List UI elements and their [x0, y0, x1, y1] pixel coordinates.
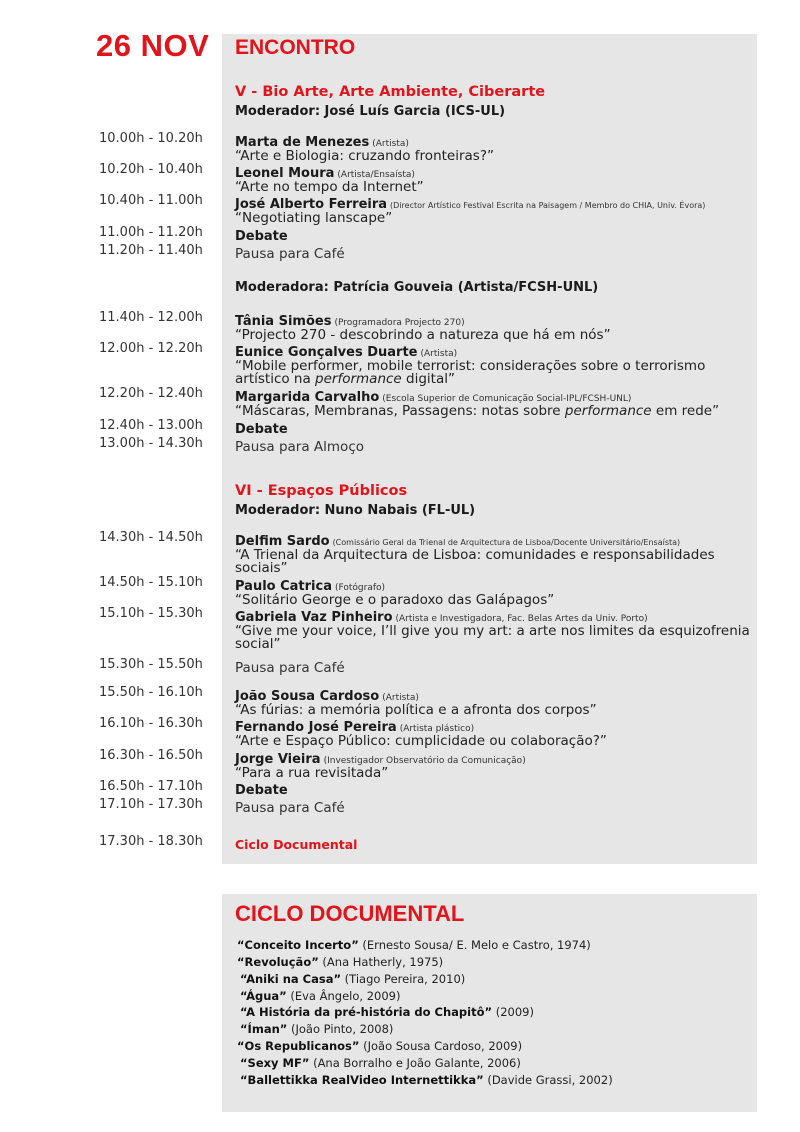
- time-slot: 12.20h - 12.40h: [99, 386, 203, 401]
- debate-label: Debate: [235, 422, 288, 437]
- time-slot: 12.00h - 12.20h: [99, 341, 203, 356]
- ciclo-title: CICLO DOCUMENTAL: [235, 901, 465, 926]
- talk-title: “As fúrias: a memória política e a afronta dos corpos”: [235, 702, 597, 718]
- time-slot: 15.10h - 15.30h: [99, 606, 203, 621]
- talk-title: “Give me your voice, I’ll give you my art: a arte nos limites da esquizofrenia social”: [235, 623, 750, 652]
- session-v-moderator-2: Moderadora: Patrícia Gouveia (Artista/FCSH-UNL): [235, 280, 599, 295]
- debate-label: Debate: [235, 783, 288, 798]
- speaker-affiliation: (Artista): [382, 693, 419, 703]
- speaker-affiliation: (Artista): [372, 139, 409, 149]
- time-slot: 14.50h - 15.10h: [99, 575, 203, 590]
- speaker-name: Gabriela Vaz Pinheiro: [235, 610, 393, 625]
- event-date: 26 NOV: [96, 28, 210, 63]
- film-item: “Os Republicanos” (João Sousa Cardoso, 2009): [237, 1039, 523, 1053]
- speaker-name: João Sousa Cardoso: [235, 689, 380, 704]
- speaker-affiliation: (Artista): [420, 349, 458, 359]
- speaker-affiliation: (Investigador Observatório da Comunicação): [323, 756, 526, 766]
- speaker-name: Jorge Vieira: [235, 752, 321, 767]
- talk-title: “Negotiating lanscape”: [235, 210, 393, 226]
- speaker-affiliation: (Programadora Projecto 270): [334, 318, 465, 328]
- speaker-name: José Alberto Ferreira: [235, 197, 388, 212]
- talk-title: “Máscaras, Membranas, Passagens: notas sobre performance em rede”: [235, 403, 720, 419]
- film-item: “Ballettikka RealVideo Internettikka” (Davide Grassi, 2002): [240, 1073, 613, 1087]
- talk-title: “Mobile performer, mobile terrorist: considerações sobre o terrorismo artístico na performance digital”: [235, 358, 706, 387]
- film-item: “A História da pré-história do Chapitô” (2009): [240, 1005, 534, 1019]
- speaker-name: Leonel Moura: [235, 166, 335, 181]
- film-item: “Sexy MF” (Ana Borralho e João Galante, 2006): [240, 1056, 521, 1070]
- section-title: ENCONTRO: [235, 36, 356, 59]
- speaker-affiliation: (Artista plástico): [399, 724, 475, 734]
- speaker-name: Delfim Sardo: [235, 534, 330, 549]
- talk-title: “Arte e Espaço Público: cumplicidade ou colaboração?”: [235, 733, 607, 749]
- time-slot: 15.30h - 15.50h: [99, 657, 203, 672]
- session-v-title: V - Bio Arte, Arte Ambiente, Ciberarte: [235, 84, 546, 100]
- session-v-moderator: Moderador: José Luís Garcia (ICS-UL): [235, 104, 506, 119]
- break-label: Pausa para Café: [235, 660, 345, 676]
- time-slot: 10.00h - 10.20h: [99, 131, 203, 146]
- talk-title: “Solitário George e o paradoxo das Galápagos”: [235, 592, 555, 608]
- speaker-affiliation: (Comissário Geral da Trienal de Arquitectura de Lisboa/Docente Universitário/Ensaísta): [332, 538, 681, 547]
- session-vi-title: VI - Espaços Públicos: [235, 483, 408, 499]
- time-slot: 11.40h - 12.00h: [99, 310, 203, 325]
- break-label: Pausa para Café: [235, 800, 345, 816]
- time-slot: 11.20h - 11.40h: [99, 243, 203, 258]
- debate-label: Debate: [235, 229, 288, 244]
- speaker-name: Paulo Catrica: [235, 579, 332, 594]
- time-slot: 11.00h - 11.20h: [99, 225, 203, 240]
- speaker-affiliation: (Director Artístico Festival Escrita na Paisagem / Membro do CHIA, Univ. Évora): [390, 201, 706, 210]
- time-slot: 16.10h - 16.30h: [99, 716, 203, 731]
- time-slot: 17.30h - 18.30h: [99, 834, 203, 849]
- speaker-affiliation: (Fotógrafo): [335, 583, 386, 593]
- session-vi-moderator: Moderador: Nuno Nabais (FL-UL): [235, 503, 476, 518]
- break-label: Pausa para Almoço: [235, 439, 364, 455]
- time-slot: 13.00h - 14.30h: [99, 436, 203, 451]
- talk-title: “Arte no tempo da Internet”: [235, 179, 424, 195]
- film-item: “Aniki na Casa” (Tiago Pereira, 2010): [240, 972, 466, 986]
- speaker-name: Marta de Menezes: [235, 135, 370, 150]
- speaker-name: Eunice Gonçalves Duarte: [235, 345, 418, 360]
- talk-title: “Projecto 270 - descobrindo a natureza que há em nós”: [235, 327, 611, 343]
- talk-title: “Para a rua revisitada”: [235, 765, 389, 781]
- time-slot: 16.30h - 16.50h: [99, 748, 203, 763]
- time-slot: 15.50h - 16.10h: [99, 685, 203, 700]
- speaker-name: Fernando José Pereira: [235, 720, 397, 735]
- film-item: “Íman” (João Pinto, 2008): [240, 1022, 394, 1036]
- time-slot: 17.10h - 17.30h: [99, 797, 203, 812]
- film-item: “Conceito Incerto” (Ernesto Sousa/ E. Melo e Castro, 1974): [237, 938, 591, 952]
- time-slot: 14.30h - 14.50h: [99, 530, 203, 545]
- ciclo-documental-label: Ciclo Documental: [235, 837, 358, 852]
- time-slot: 16.50h - 17.10h: [99, 779, 203, 794]
- speaker-affiliation: (Artista e Investigadora, Fac. Belas Artes da Univ. Porto): [395, 614, 648, 624]
- speaker-affiliation: (Escola Superior de Comunicação Social-IPL/FCSH-UNL): [382, 394, 632, 404]
- film-item: “Água” (Eva Ângelo, 2009): [240, 989, 401, 1003]
- speaker-name: Tânia Simões: [235, 314, 332, 329]
- talk-title: “Arte e Biologia: cruzando fronteiras?”: [235, 148, 494, 164]
- time-slot: 10.40h - 11.00h: [99, 193, 203, 208]
- talk-title: “A Trienal da Arquitectura de Lisboa: comunidades e responsabilidades sociais”: [235, 547, 715, 576]
- break-label: Pausa para Café: [235, 246, 345, 262]
- speaker-name: Margarida Carvalho: [235, 390, 380, 405]
- film-item: “Revolução” (Ana Hatherly, 1975): [237, 955, 444, 969]
- time-slot: 12.40h - 13.00h: [99, 418, 203, 433]
- speaker-affiliation: (Artista/Ensaísta): [337, 170, 415, 180]
- time-slot: 10.20h - 10.40h: [99, 162, 203, 177]
